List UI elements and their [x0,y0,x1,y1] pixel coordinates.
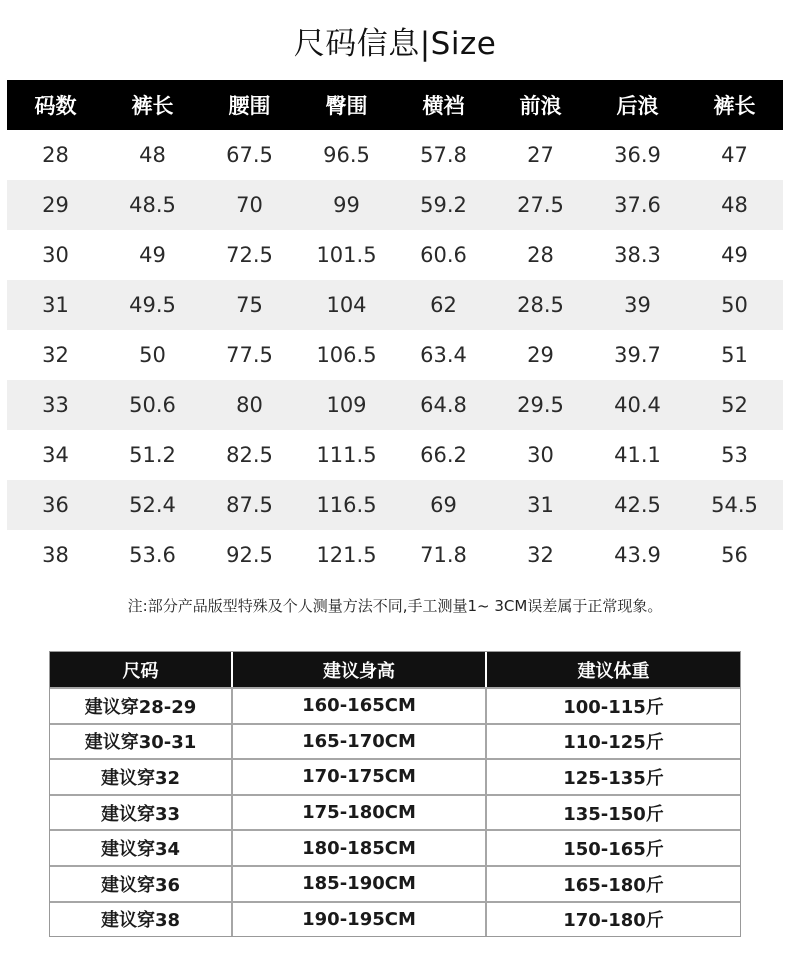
cell-thigh: 66.2 [420,443,467,467]
cell-pants-length: 53.6 [129,543,176,567]
table-row [50,901,740,937]
cell-back-rise: 40.4 [614,393,661,417]
cell-suggested-height: 190-195CM [233,903,487,937]
cell-waist: 77.5 [226,343,273,367]
cell-suggested-weight: 100-115斤 [563,696,664,718]
page-title: 尺码信息|Size [293,26,497,62]
cell-pants-length: 49 [139,243,166,267]
recommendation-table-header [50,652,740,687]
cell-hip: 121.5 [316,543,377,567]
cell-pants-length-2: 48 [721,193,748,217]
cell-waist: 87.5 [226,493,273,517]
table-row [50,687,740,723]
cell-back-rise: 36.9 [614,143,661,167]
cell-hip: 104 [326,293,367,317]
cell-size-code: 36 [42,493,69,517]
header-hip: 臀围 [325,94,368,118]
cell-hip: 99 [333,193,360,217]
cell-size: 建议穿36 [50,867,233,901]
cell-hip: 116.5 [316,493,377,517]
cell-pants-length-2: 47 [721,143,748,167]
cell-waist: 82.5 [226,443,273,467]
cell-size-code: 33 [42,393,69,417]
cell-thigh: 64.8 [420,393,467,417]
measurement-note: 注:部分产品版型特殊及个人测量方法不同,手工测量1~ 3CM误差属于正常现象。 [127,597,663,615]
cell-pants-length-2: 53 [721,443,748,467]
cell-back-rise: 39.7 [614,343,661,367]
cell-size: 建议穿33 [50,796,233,830]
cell-suggested-height: 160-165CM [233,689,487,723]
header-size-code: 码数 [34,94,77,118]
table-row [7,430,783,480]
header-back-rise: 后浪 [616,94,659,118]
cell-front-rise: 31 [527,493,554,517]
size-table-header [7,80,783,130]
cell-thigh: 63.4 [420,343,467,367]
cell-pants-length-2: 52 [721,393,748,417]
cell-pants-length-2: 49 [721,243,748,267]
cell-front-rise: 28.5 [517,293,564,317]
cell-back-rise: 37.6 [614,193,661,217]
cell-size: 建议穿28-29 [50,689,233,723]
size-table-body [7,130,783,580]
table-row [7,330,783,380]
cell-front-rise: 29 [527,343,554,367]
cell-thigh: 69 [430,493,457,517]
table-row [50,865,740,901]
table-row [7,530,783,580]
cell-front-rise: 30 [527,443,554,467]
cell-hip: 101.5 [316,243,377,267]
table-row [7,380,783,430]
table-row [7,480,783,530]
table-row [50,829,740,865]
header-suggested-height: 建议身高 [233,652,487,687]
cell-back-rise: 43.9 [614,543,661,567]
cell-size: 建议穿30-31 [50,725,233,759]
table-row [50,794,740,830]
cell-size-code: 30 [42,243,69,267]
cell-hip: 109 [326,393,367,417]
cell-pants-length-2: 56 [721,543,748,567]
table-row [7,230,783,280]
cell-thigh: 59.2 [420,193,467,217]
cell-size-code: 34 [42,443,69,467]
cell-hip: 111.5 [316,443,377,467]
cell-suggested-weight: 170-180斤 [563,910,664,932]
cell-thigh: 57.8 [420,143,467,167]
cell-waist: 70 [236,193,263,217]
cell-front-rise: 27 [527,143,554,167]
header-suggested-weight: 建议体重 [577,660,650,682]
cell-size: 建议穿32 [50,760,233,794]
cell-thigh: 71.8 [420,543,467,567]
recommendation-table-body [50,687,740,936]
header-waist: 腰围 [228,94,271,118]
table-row [50,723,740,759]
header-pants-length: 裤长 [131,94,174,118]
cell-front-rise: 27.5 [517,193,564,217]
header-pants-length-2: 裤长 [713,94,756,118]
cell-hip: 96.5 [323,143,370,167]
cell-suggested-weight: 125-135斤 [563,767,664,789]
recommendation-table [49,651,741,937]
cell-suggested-height: 175-180CM [233,796,487,830]
cell-suggested-weight: 150-165斤 [563,839,664,861]
table-row [7,130,783,180]
cell-pants-length: 49.5 [129,293,176,317]
cell-waist: 72.5 [226,243,273,267]
cell-size-code: 32 [42,343,69,367]
cell-size-code: 31 [42,293,69,317]
header-front-rise: 前浪 [519,94,562,118]
cell-waist: 92.5 [226,543,273,567]
cell-pants-length-2: 54.5 [711,493,758,517]
cell-pants-length-2: 51 [721,343,748,367]
cell-size-code: 38 [42,543,69,567]
cell-front-rise: 29.5 [517,393,564,417]
cell-size: 建议穿38 [50,903,233,937]
cell-pants-length: 50.6 [129,393,176,417]
cell-size-code: 28 [42,143,69,167]
cell-suggested-weight: 135-150斤 [563,803,664,825]
cell-pants-length-2: 50 [721,293,748,317]
cell-front-rise: 32 [527,543,554,567]
cell-suggested-height: 165-170CM [233,725,487,759]
size-table [7,80,783,580]
cell-suggested-height: 185-190CM [233,867,487,901]
cell-pants-length: 48.5 [129,193,176,217]
cell-thigh: 60.6 [420,243,467,267]
cell-hip: 106.5 [316,343,377,367]
cell-thigh: 62 [430,293,457,317]
cell-back-rise: 42.5 [614,493,661,517]
cell-suggested-weight: 165-180斤 [563,874,664,896]
table-row [7,180,783,230]
cell-suggested-height: 170-175CM [233,760,487,794]
cell-front-rise: 28 [527,243,554,267]
cell-size: 建议穿34 [50,831,233,865]
cell-back-rise: 38.3 [614,243,661,267]
cell-pants-length: 50 [139,343,166,367]
cell-size-code: 29 [42,193,69,217]
cell-waist: 80 [236,393,263,417]
cell-back-rise: 39 [624,293,651,317]
cell-back-rise: 41.1 [614,443,661,467]
cell-waist: 67.5 [226,143,273,167]
cell-pants-length: 48 [139,143,166,167]
cell-pants-length: 51.2 [129,443,176,467]
header-thigh: 横裆 [422,94,465,118]
header-size: 尺码 [50,652,233,687]
cell-pants-length: 52.4 [129,493,176,517]
table-row [50,758,740,794]
cell-suggested-height: 180-185CM [233,831,487,865]
cell-suggested-weight: 110-125斤 [563,732,664,754]
cell-waist: 75 [236,293,263,317]
table-row [7,280,783,330]
